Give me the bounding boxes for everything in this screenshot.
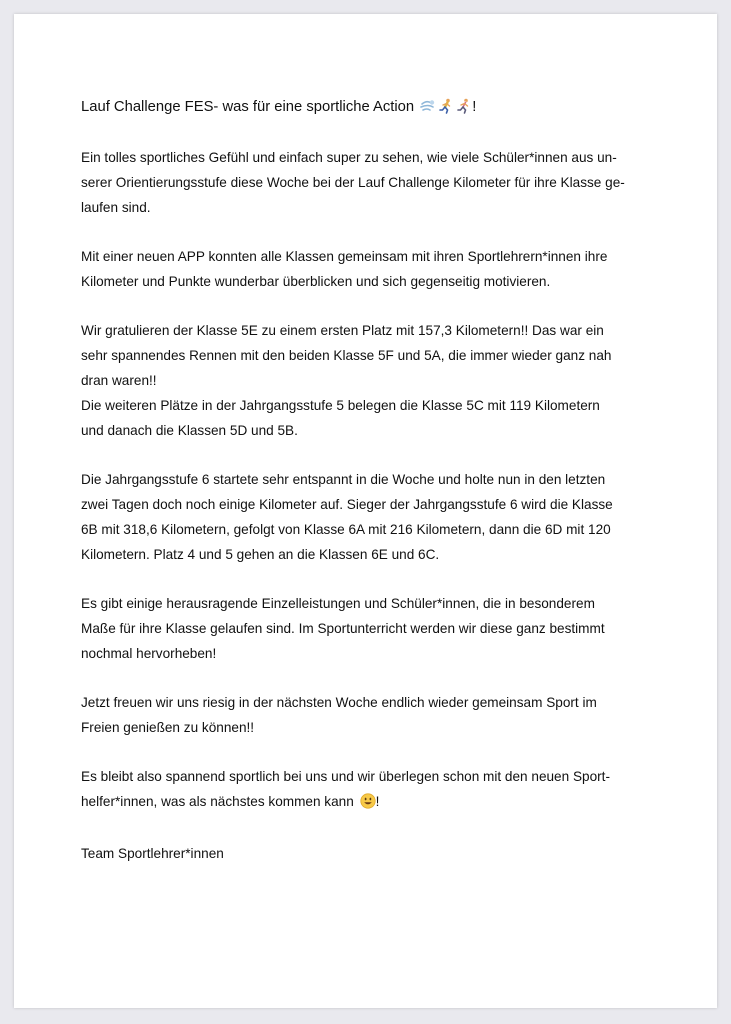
text-line: sehr spannendes Rennen mit den beiden Klasse 5F und 5A, die immer wieder ganz nah [81, 348, 612, 363]
signature: Team Sportlehrer*innen [81, 846, 224, 861]
paragraph-intro [81, 145, 659, 220]
text-line: Die Jahrgangsstufe 6 startete sehr entspannt in die Woche und holte nun in den letzten [81, 472, 606, 487]
text-line: laufen sind. [81, 200, 151, 215]
text-line: Die weiteren Plätze in der Jahrgangsstufe 5 belegen die Klasse 5C mit 119 Kilometern [81, 398, 600, 413]
closing-exclamation: ! [375, 794, 380, 809]
document-content [81, 94, 659, 866]
text-line: serer Orientierungsstufe diese Woche bei der Lauf Challenge Kilometer für ihre Klasse ge- [81, 175, 625, 190]
smiley-icon [360, 792, 376, 817]
title-exclamation: ! [472, 99, 477, 115]
title-text: Lauf Challenge FES- was für eine sportliche Action [81, 99, 415, 115]
paragraph-closing [81, 764, 659, 817]
dash-icon [420, 97, 436, 123]
page-title [81, 94, 659, 123]
text-line [81, 789, 659, 817]
runner-icon [438, 97, 454, 123]
closing-text: helfer*innen, was als nächstes kommen kann [81, 794, 354, 809]
text-line: dran waren!! [81, 373, 157, 388]
text-line: Ein tolles sportliches Gefühl und einfach super zu sehen, wie viele Schüler*innen aus un- [81, 150, 617, 165]
text-line: zwei Tagen doch noch einige Kilometer auf. Sieger der Jahrgangsstufe 6 wird die Klasse [81, 497, 613, 512]
paragraph-grade-5 [81, 318, 659, 443]
paragraph-grade-6 [81, 467, 659, 567]
text-line: Es bleibt also spannend sportlich bei uns und wir überlegen schon mit den neuen Sport- [81, 769, 610, 784]
text-line: Kilometer und Punkte wunderbar überblicken und sich gegenseitig motivieren. [81, 274, 551, 289]
text-line: Kilometern. Platz 4 und 5 gehen an die Klassen 6E und 6C. [81, 547, 440, 562]
text-line: Mit einer neuen APP konnten alle Klassen gemeinsam mit ihren Sportlehrern*innen ihre [81, 249, 608, 264]
paragraph-outlook [81, 690, 659, 740]
text-line: Wir gratulieren der Klasse 5E zu einem ersten Platz mit 157,3 Kilometern!! Das war ein [81, 323, 604, 338]
runner-icon [456, 97, 472, 123]
text-line: Es gibt einige herausragende Einzelleistungen und Schüler*innen, die in besonderem [81, 596, 595, 611]
paragraph-app [81, 244, 659, 294]
text-line: und danach die Klassen 5D und 5B. [81, 423, 298, 438]
paragraph-individual [81, 591, 659, 666]
text-line: nochmal hervorheben! [81, 646, 217, 661]
text-line: Jetzt freuen wir uns riesig in der nächsten Woche endlich wieder gemeinsam Sport im [81, 695, 597, 710]
text-line: 6B mit 318,6 Kilometern, gefolgt von Klasse 6A mit 216 Kilometern, dann die 6D mit 120 [81, 522, 611, 537]
text-line: Maße für ihre Klasse gelaufen sind. Im Sportunterricht werden wir diese ganz bestimmt [81, 621, 605, 636]
document-page [14, 14, 717, 1008]
text-line: Freien genießen zu können!! [81, 720, 255, 735]
